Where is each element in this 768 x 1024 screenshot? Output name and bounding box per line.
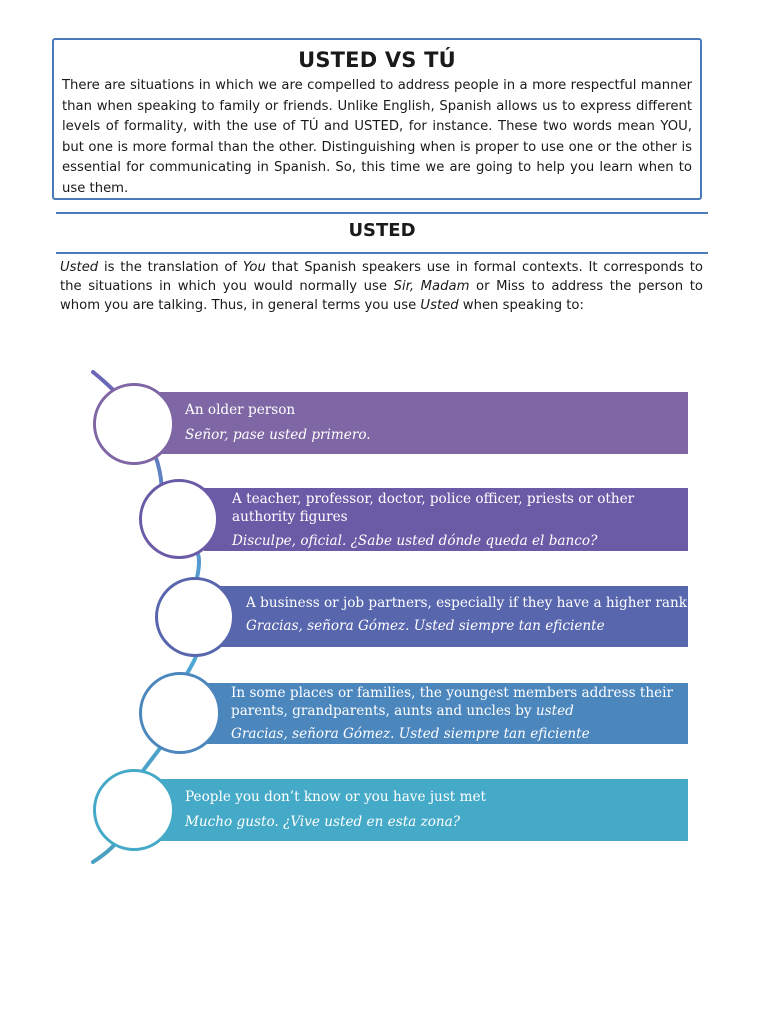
item-example: Mucho gusto. ¿Vive usted en esta zona? (185, 814, 461, 830)
term-you: You (242, 260, 266, 275)
list-item (206, 683, 688, 744)
item-example: Señor, pase usted primero. (185, 427, 371, 443)
item-example: Disculpe, oficial. ¿Sabe usted dónde queda el banco? (232, 533, 598, 549)
item-example: Gracias, señora Gómez. Usted siempre tan eficiente (246, 618, 605, 634)
list-item (220, 586, 688, 647)
timeline-circle (93, 769, 175, 851)
text-segment: when speaking to: (458, 298, 584, 313)
item-description: A business or job partners, especially if they have a higher rank (246, 595, 687, 611)
item-description: An older person (185, 402, 296, 418)
term-usted: Usted (60, 260, 99, 275)
timeline-circle (139, 479, 219, 559)
term-sir-madam: Sir, Madam (393, 279, 470, 294)
item-description-text: In some places or families, the youngest members address their parents, grandparents, aunts and uncles by (231, 685, 673, 719)
term-usted: Usted (420, 298, 459, 313)
section-title-usted: USTED (348, 220, 416, 241)
list-item (204, 488, 688, 551)
item-example: Gracias, señora Gómez. Usted siempre tan eficiente (231, 726, 590, 742)
item-description: A teacher, professor, doctor, police officer, priests or other authority figures (232, 491, 635, 525)
timeline-circle (139, 672, 221, 754)
item-description: People you don’t know or you have just met (185, 789, 486, 805)
text-segment: is the translation of (98, 260, 243, 275)
timeline-circle (93, 383, 175, 465)
text-segment: that Spanish speakers use in formal contexts. It corresponds to the situations in which you would normally use (60, 260, 703, 294)
list-item (160, 392, 688, 454)
intro-title: USTED VS TÚ (298, 48, 456, 72)
intro-text: There are situations in which we are compelled to address people in a more respectful manner than when speaking to family or friends. Unlike English, Spanish allows us to express different levels of formality, with the use of TÚ and USTED, for instance. These two words mean YOU, but one is more formal than the other. Distinguishing when is proper to use one or the other is essential for communicating in Spanish. So, this time we are going to help you learn when to use them. (62, 78, 692, 196)
text-segment: or Miss to address the person to whom you are talking. Thus, in general terms you use (60, 279, 704, 313)
timeline-circle (155, 577, 235, 657)
item-description (231, 684, 680, 720)
list-item (160, 779, 688, 841)
term-usted: usted (535, 703, 574, 719)
